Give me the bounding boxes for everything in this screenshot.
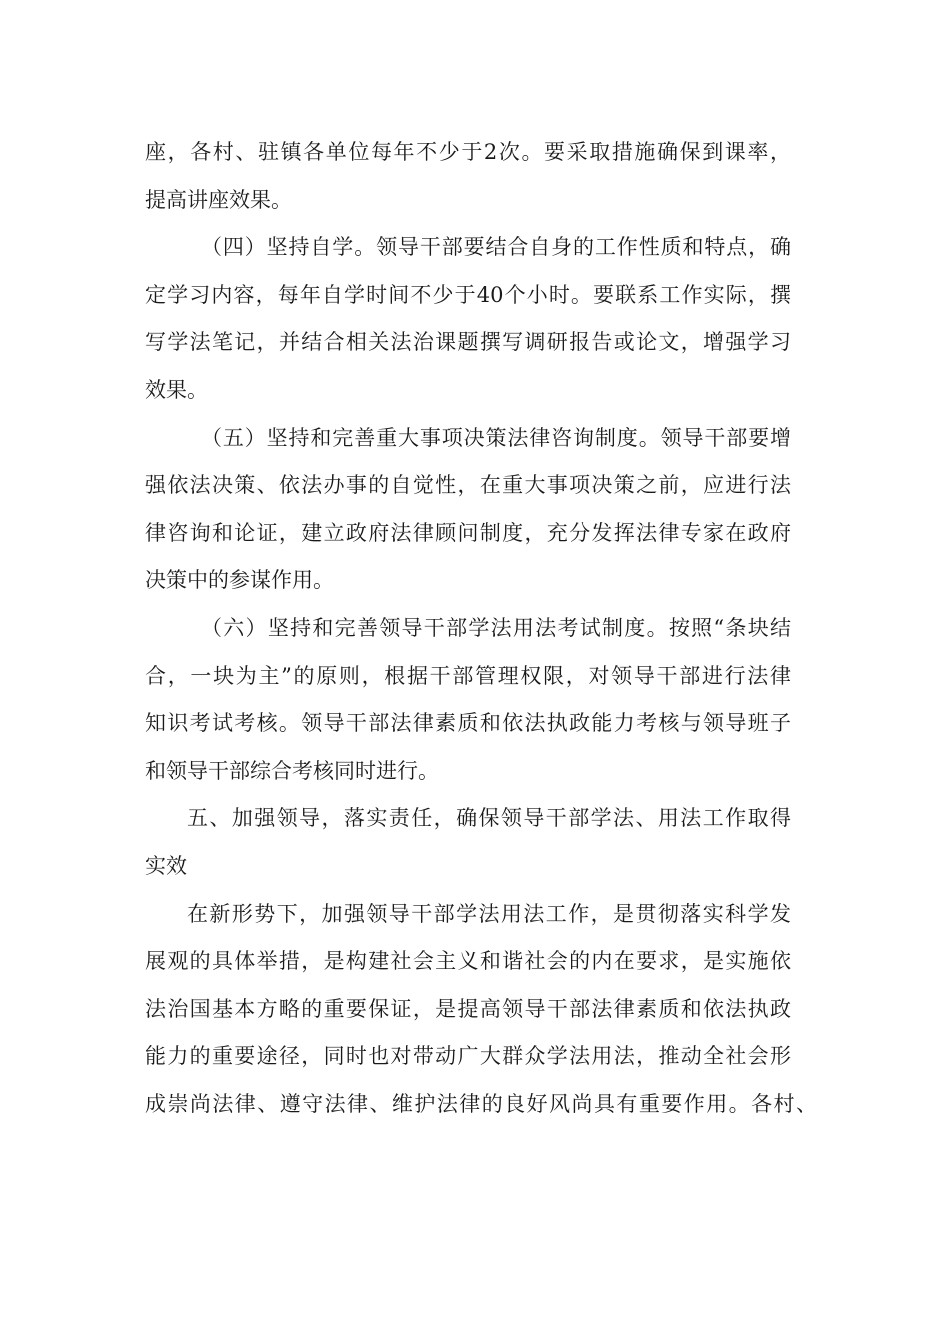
text-line: 效果。 <box>145 377 208 402</box>
text-line: 座，各村、驻镇各单位每年不少于2次。要采取措施确保到课率， <box>145 140 791 164</box>
text-line: （五）坚持和完善重大事项决策法律咨询制度。领导干部要增 <box>201 425 791 450</box>
text-line: 强依法决策、依法办事的自觉性，在重大事项决策之前，应进行法 <box>145 473 791 498</box>
text-line: 在新形势下，加强领导干部学法用法工作，是贯彻落实科学发 <box>187 901 791 926</box>
section-heading: 五、加强领导，落实责任，确保领导干部学法、用法工作取得 <box>187 806 791 831</box>
section-heading-continuation: 实效 <box>145 853 187 878</box>
text-line: 合，一块为主”的原则，根据干部管理权限，对领导干部进行法律 <box>145 663 791 688</box>
text-line: （六）坚持和完善领导干部学法用法考试制度。按照“条块结 <box>201 615 791 640</box>
text-line: 展观的具体举措，是构建社会主义和谐社会的内在要求，是实施依 <box>145 949 791 974</box>
text-line: 成崇尚法律、遵守法律、维护法律的良好风尚具有重要作用。各村、 <box>145 1091 817 1116</box>
text-line: 律咨询和论证，建立政府法律顾问制度，充分发挥法律专家在政府 <box>145 520 791 545</box>
text-line: 决策中的参谋作用。 <box>145 568 334 593</box>
document-body <box>145 129 817 1128</box>
text-line: 知识考试考核。领导干部法律素质和依法执政能力考核与领导班子 <box>145 711 791 736</box>
text-line: 提高讲座效果。 <box>145 187 292 212</box>
text-line: 法治国基本方略的重要保证，是提高领导干部法律素质和依法执政 <box>145 996 791 1021</box>
text-line: 能力的重要途径，同时也对带动广大群众学法用法，推动全社会形 <box>145 1044 791 1069</box>
text-line: 和领导干部综合考核同时进行。 <box>145 758 439 783</box>
text-line: 定学习内容，每年自学时间不少于40个小时。要联系工作实际，撰 <box>145 282 791 307</box>
text-line: 写学法笔记，并结合相关法治课题撰写调研报告或论文，增强学习 <box>145 330 791 355</box>
text-line: （四）坚持自学。领导干部要结合自身的工作性质和特点，确 <box>201 235 791 260</box>
